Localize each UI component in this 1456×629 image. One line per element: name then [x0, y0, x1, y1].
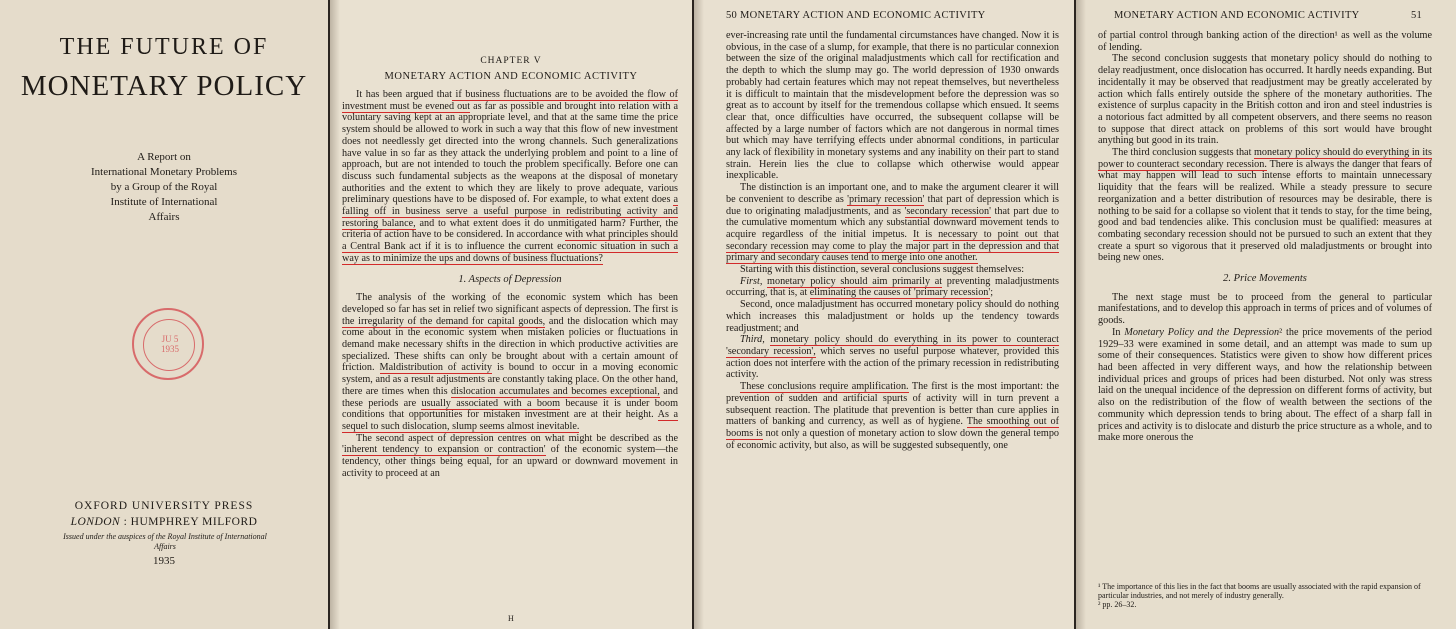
footnote: ² pp. 26–32. [1098, 600, 1137, 610]
underlined-passage: These conclusions require amplification. [740, 381, 909, 393]
running-head: 50 MONETARY ACTION AND ECONOMIC ACTIVITY [726, 10, 986, 21]
page-body [1098, 30, 1432, 444]
underlined-passage: the irregularity of the demand for capital goods, [342, 315, 546, 327]
paragraph: of partial control through banking action of the direction¹ as well as the volume of lending. [1098, 30, 1432, 53]
publisher: OXFORD UNIVERSITY PRESS [74, 500, 254, 512]
publication-year: 1935 [153, 555, 175, 567]
underlined-passage: a falling off in business serve a useful purpose in redistributing activity and restoring balance, [342, 194, 678, 229]
place-city: LONDON [70, 516, 121, 528]
paragraph: The second aspect of depression centres on what might be described as the 'inherent tendency to expansion or contraction' of the economic system—the tendency, other things being equal, for an upward or downward movement in activity to proceed at an [342, 432, 678, 479]
publisher-place [0, 516, 328, 528]
subtitle-line: International Monetary Problems [90, 166, 238, 178]
issued-note: Issued under the auspices of the Royal Institute of International Affairs [63, 532, 267, 551]
subtitle-line: A Report on [137, 151, 191, 163]
stamp-year: 1935 [161, 344, 179, 354]
chapter-page [330, 0, 692, 629]
paragraph: These conclusions require amplification. The first is the most important: the prevention of sudden and artificial spurts of activity will in turn prevent a subsequent reaction. The platitude that prevention is better than cure applies in matters of banking and currency, as well as of hygiene. The smoothing out of booms is not only a question of monetary action to slow down the general tempo of economic activity, but also, as will be suggested subsequently, one [726, 381, 1060, 451]
paragraph: ever-increasing rate until the fundamental circumstances have changed. Now it is obvious, in the case of a slump, for example, that there is no particular connexion between the size of the original maladjustments which call for rectification and the depth to which the slump may go. The world depression of 1930 onwards probably had certain features which may not repeat themselves, but nevertheless it is difficult to maintain that the misdevelopment before the depression was so great as to account by itself for the tremendous collapse which ensued. It seems clear that, once difficulties have occurred, the subsequent collapse will be affected by a large number of factors which are not dangerous in normal times but which may have terrifying effects under abnormal conditions, in particular any lack of flexibility in monetary systems and any inability on their part to stand strain. Herein lies the clue to collapse which otherwise would appear inexplicable. [726, 30, 1059, 182]
section-heading: 1. Aspects of Depression [458, 273, 562, 285]
library-stamp [132, 308, 204, 380]
footnotes [1098, 582, 1432, 610]
subtitle [0, 150, 328, 225]
underlined-passage: It is necessary to point out that secondary recession may come to play the major part in the depression and that primary and secondary causes tend to merge into one another. [726, 228, 1059, 264]
underlined-passage: eliminating the causes of 'primary recession' [809, 287, 991, 299]
chapter-title: MONETARY ACTION AND ECONOMIC ACTIVITY [384, 71, 638, 82]
footnote: ¹ The importance of this lies in the fact that booms are usually associated with the rapid expansion of particular industries, and not merely of industry generally. [1098, 582, 1421, 601]
chapter-label: CHAPTER V [480, 56, 542, 66]
paragraph: Starting with this distinction, several conclusions suggest themselves: [740, 264, 1025, 276]
paragraph: It has been argued that if business fluctuations are to be avoided the flow of investment must be evened out as far as possible and brought into relation with a voluntary saving kept at an appropriate level, and that at the same time the price system should be allowed to work in such a way that this flow of new investment does not needlessly get directed into the wrong channels. Such generalizations have value in so far as they attack the underlying problem and point to a line of approach, but are not intended to touch the problem specifically. Before one can discuss such fundamental subjects as the weapons at the disposal of monetary authorities and the extent to which they are likely to prove adequate, various preliminary questions have to be disposed of. For example, to what extent does a falling off in business serve a useful purpose in redistributing activity and restoring balance, and to what extent does it do unmitigated harm? Further, the criteria of action have to be considered. In accordance with what principles should a Central Bank act if it is to influence the current economic situation in such a way as to minimize the ups and downs of business fluctuations? [342, 89, 678, 264]
underlined-passage: monetary policy should aim primarily at [767, 275, 943, 287]
running-head: MONETARY ACTION AND ECONOMIC ACTIVITY [1114, 10, 1360, 21]
paragraph: First, monetary policy should aim primarily at preventing maladjustments occurring, that is, at eliminating the causes of 'primary recession'; [726, 275, 1059, 299]
stamp-date: JU 5 [161, 334, 179, 344]
subtitle-line: by a Group of the Royal [110, 181, 218, 193]
underlined-passage: Maldistribution of activity [379, 362, 492, 374]
paragraph: The second conclusion suggests that monetary policy should do nothing to delay readjustment, once dislocation has occurred. It hardly needs expanding. But incidentally it may be observed that readjustment may be greatly accelerated by action which falls entirely outside the sphere of the monetary authorities. The existence of surplus capacity in the British cotton and iron and steel industries is a notorious fact admitted by all competent observers, and there seems no reason to suppose that direct attack on problems of this sort would have brought anything but good in its train. [1098, 53, 1432, 147]
underlined-passage: monetary policy should do everything in its power to counteract secondary recession. [1098, 147, 1432, 170]
page-number: 51 [1411, 10, 1423, 21]
page-50 [694, 0, 1074, 629]
paragraph: In Monetary Policy and the Depression² the price movements of the period 1929–33 were examined in some detail, and an attempt was made to sum up some of their consequences. Statistics were given to show how different prices had been affected in very different ways, and how the relationship between individual prices and groups of prices had been disturbed. Not only was stress laid on the unequal incidence of the depression on different forms of activity, but also on the redistribution of the flow of wealth between the sections of the community which depression tends to bring about. The effect of a sharp fall in prices and activity is to dislocate and disturb the price structure as a whole, and to make more onerous the [1098, 326, 1432, 444]
underlined-passage: with what principles should a Central Bank act if it is to influence the current economic situation in such a way as to minimize the ups and downs of business fluctuations? [342, 229, 678, 264]
signature-mark: H [508, 614, 514, 623]
paragraph: The third conclusion suggests that monetary policy should do everything in its power to counteract secondary recession. There is always the danger that fears of what may happen will lead to such intense efforts to maintain unnecessary liquidity that the fears will be realized. While a steady pressure to secure reorganization and a better distribution of resources may be desirable, there is nothing to be said for a collapse so violent that it tends to stay, for the time being, good and bad tendencies alike. This conclusion must be qualified: measures at combating secondary recession should not be pursued to such an extent that they create a spurt so vigorous that it preserved old maladjustments or brought into being new ones. [1098, 147, 1433, 264]
underlined-passage: dislocation accumulates and becomes exceptional, [451, 385, 660, 397]
underlined-passage: 'secondary recession' [904, 205, 991, 217]
title-page [0, 0, 328, 629]
underlined-passage: 'primary recession' [847, 193, 925, 205]
paragraph: The analysis of the working of the economic system which has been developed so far has set in relief two significant aspects of depression. The first is the irregularity of the demand for capital goods, and the dislocation which may come about in the economic system when mistaken policies or fluctuations in demand make necessary shifts in the direction in which productive activities are specialized. These shifts can only be brought about with a certain amount of friction. Maldistribution of activity is bound to occur in a moving economic system, and as a result adjustments are constantly taking place. On the other hand, there are times when this dislocation accumulates and becomes exceptional, and these periods are usually associated with a boom because it is under boom conditions that opportunities for mistaken investment are at their height. As a sequel to such dislocation, slump seems almost inevitable. [342, 292, 679, 432]
subtitle-line: Affairs [148, 211, 180, 223]
underlined-passage: usually associated with a boom [421, 397, 561, 409]
underlined-passage: As a sequel to such dislocation, slump seems almost inevitable. [342, 409, 678, 432]
book-title-line1: THE FUTURE OF [59, 34, 269, 60]
underlined-passage: The smoothing out of booms is [726, 416, 1059, 439]
chapter-body [342, 89, 678, 480]
subtitle-line: Institute of International [110, 196, 218, 208]
page-body [726, 30, 1059, 451]
page-51 [1076, 0, 1456, 629]
underlined-passage: 'inherent tendency to expansion or contraction' [342, 444, 546, 456]
underlined-passage: if business fluctuations are to be avoided the flow of investment must be evened out [342, 89, 678, 112]
paragraph: The distinction is an important one, and to make the argument clearer it will be convenient to describe as 'primary recession' that part of depression which is due to originating maladjustments, and as 'secondary recession' that part due to the cumulative momentum which any substantial downward movement tends to acquire regardless of the initial impetus. It is necessary to point out that secondary recession may come to play the major part in the depression and that primary and secondary causes tend to merge into one another. [726, 182, 1060, 264]
place-rest: : HUMPHREY MILFORD [120, 516, 258, 528]
underlined-passage: monetary policy should do everything in its power to counteract 'secondary recession', [726, 334, 1059, 357]
paragraph: Second, once maladjustment has occurred monetary policy should do nothing which increases this maladjustment or holds up the tendency towards readjustment; and [726, 299, 1059, 334]
section-heading: 2. Price Movements [1223, 273, 1307, 285]
book-title-line2: MONETARY POLICY [20, 70, 308, 102]
paragraph: The next stage must be to proceed from the general to particular manifestations, and to develop this approach in terms of prices and of volumes of goods. [1098, 291, 1432, 327]
paragraph: Third, monetary policy should do everything in its power to counteract 'secondary recession', which serves no useful purpose whatever, provided this action does not interfere with the action of the primary recession in redistributing activity. [726, 334, 1059, 381]
